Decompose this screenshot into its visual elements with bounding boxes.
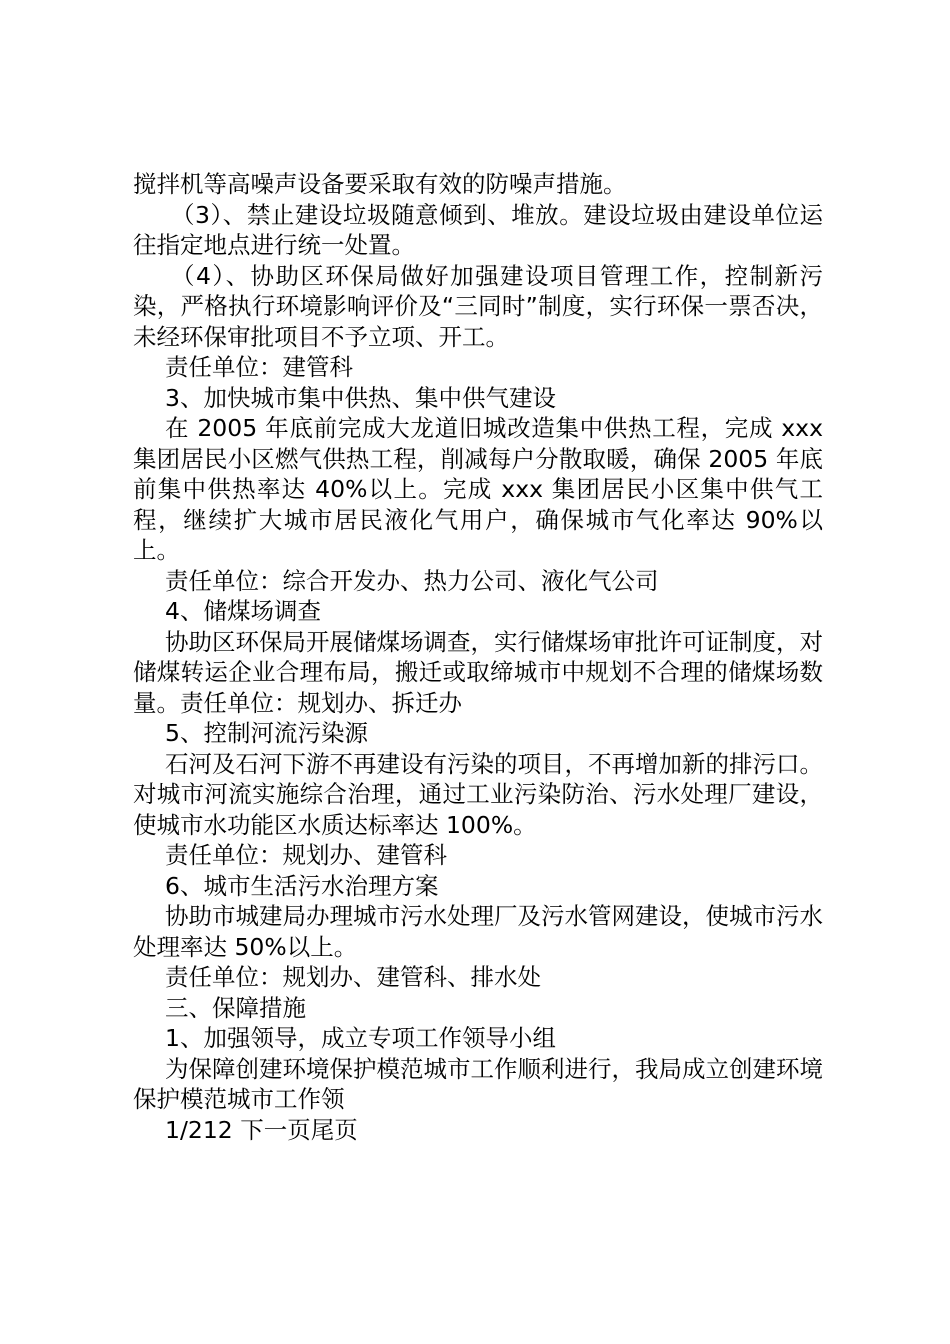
paragraph: 搅拌机等高噪声设备要采取有效的防噪声措施。 [133, 170, 627, 198]
paragraph: 责任单位：规划办、建管科、排水处 [165, 963, 541, 991]
section-heading: 1、加强领导，成立专项工作领导小组 [165, 1024, 556, 1052]
paragraph: （4）、协助区环保局做好加强建设项目管理工作，控制新污染，严格执行环境影响评价及“三同时”制度，实行环保一票否决，未经环保审批项目不予立项、开工。 [133, 261, 823, 351]
section-heading: 6、城市生活污水治理方案 [165, 871, 439, 900]
paragraph: 协助区环保局开展储煤场调查，实行储煤场审批许可证制度，对储煤转运企业合理布局，搬迁或取缔城市中规划不合理的储煤场数量。责任单位：规划办、拆迁办 [133, 627, 823, 717]
section-heading: 4、储煤场调查 [165, 597, 321, 625]
paragraph: （3）、禁止建设垃圾随意倾到、堆放。建设垃圾由建设单位运往指定地点进行统一处置。 [133, 200, 823, 259]
paragraph: 在 2005 年底前完成大龙道旧城改造集中供热工程，完成 xxx 集团居民小区燃气供热工程，削减每户分散取暖，确保 2005 年底前集中供热率达 40%以上。完成 xxx 集团居民小区集中供气工程，继续扩大城市居民液化气用户，确保城市气化率达 90%以上。 [133, 414, 823, 564]
document-body [133, 169, 823, 1145]
paragraph: 责任单位：综合开发办、热力公司、液化气公司 [165, 566, 659, 595]
section-heading: 三、保障措施 [165, 993, 306, 1022]
section-heading: 3、加快城市集中供热、集中供气建设 [165, 383, 556, 412]
paragraph: 责任单位：建管科 [165, 353, 353, 381]
pagination[interactable]: 1/212 下一页尾页 [165, 1115, 358, 1144]
section-heading: 5、控制河流污染源 [165, 719, 368, 747]
paragraph: 协助市城建局办理城市污水处理厂及污水管网建设，使城市污水处理率达 50%以上。 [133, 902, 823, 961]
paragraph: 为保障创建环境保护模范城市工作顺利进行，我局成立创建环境保护模范城市工作领 [133, 1054, 823, 1113]
paragraph: 石河及石河下游不再建设有污染的项目，不再增加新的排污口。对城市河流实施综合治理，通过工业污染防治、污水处理厂建设，使城市水功能区水质达标率达 100%。 [133, 749, 823, 839]
paragraph: 责任单位：规划办、建管科 [165, 841, 447, 869]
